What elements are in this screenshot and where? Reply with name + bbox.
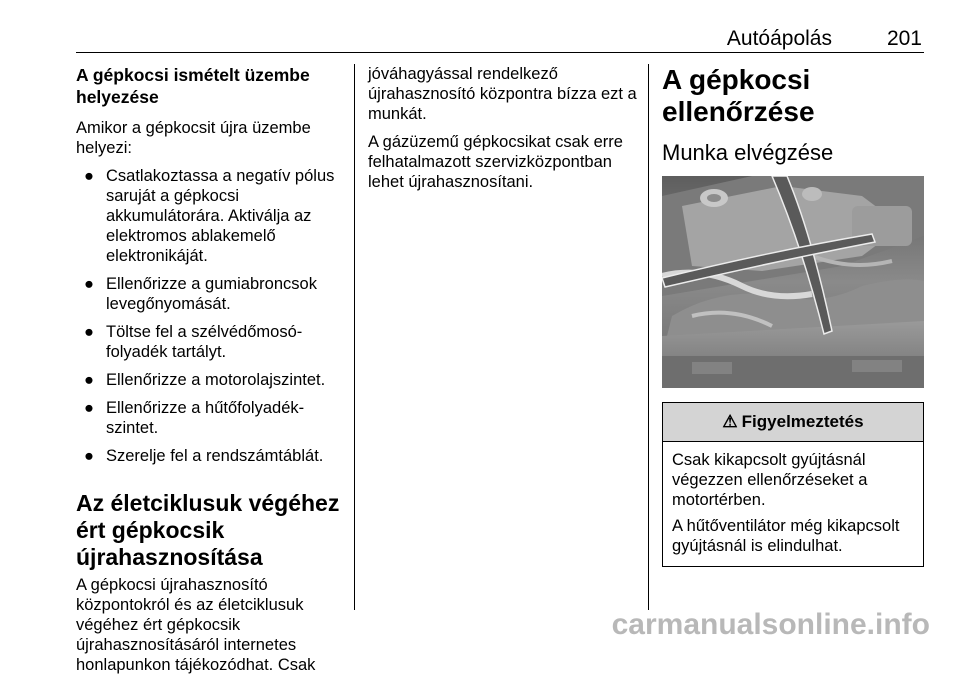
bullet-icon: ● [84, 399, 94, 417]
bullet-icon: ● [84, 275, 94, 293]
list-item-text: Ellenőrizze a gumiabroncsok levegőnyomását. [106, 275, 317, 313]
recycling-text: A gépkocsi újrahasznosító központokról és az életciklusuk végéhez ért gépkocsik újrahasznosításáról internetes honlapunkon tájékozódhat. Csak [76, 576, 316, 674]
list-item-text: Csatlakoztassa a negatív pólus saruját a gépkocsi akkumulátorára. Aktiválja az elektromos ablakemelő elektronikáját. [106, 167, 335, 265]
column-divider-1 [354, 64, 355, 610]
list-item [76, 370, 344, 390]
recycling-text-continued: jóváhagyással rendelkező újrahasznosító központra bízza ezt a munkát. [368, 65, 637, 123]
list-item-text: Töltse fel a szélvédőmosó-folyadék tartályt. [106, 323, 303, 361]
page-number: 201 [886, 27, 922, 50]
bullet-icon: ● [84, 447, 94, 465]
engine-bay-photo [662, 176, 924, 388]
warning-header [663, 403, 923, 442]
bullet-list [76, 166, 344, 466]
section-heading-recommission: A gépkocsi ismételt üzembe helyezése [76, 65, 310, 107]
section-title: Autóápolás [726, 27, 832, 50]
bullet-icon: ● [84, 323, 94, 341]
list-item [76, 322, 344, 362]
page-header [76, 26, 924, 53]
section-heading-recycling: Az életciklusuk végéhez ért gépkocsik újrahasznosítása [76, 490, 340, 570]
warning-triangle-icon: ⚠ [722, 412, 738, 431]
intro-text: Amikor a gépkocsit újra üzembe helyezi: [76, 119, 311, 157]
list-item [76, 274, 344, 314]
chapter-title: A gépkocsi ellenőrzése [662, 64, 815, 127]
engine-bay-illustration [662, 176, 924, 388]
column-3 [662, 64, 924, 567]
list-item [76, 166, 344, 266]
list-item-text: Ellenőrizze a motorolajszintet. [106, 371, 326, 389]
list-item [76, 398, 344, 438]
watermark: carmanualsonline.info [611, 608, 930, 641]
bullet-icon: ● [84, 167, 94, 185]
warning-box [662, 402, 924, 567]
warning-text: Csak kikapcsolt gyújtásnál végezzen ellenőrzéseket a motortérben. [672, 451, 868, 509]
list-item-text: Szerelje fel a rendszámtáblát. [106, 447, 324, 465]
warning-title: Figyelmeztetés [741, 412, 864, 431]
column-1 [76, 64, 344, 683]
subsection-title: Munka elvégzése [662, 140, 834, 165]
list-item [76, 446, 344, 466]
bullet-icon: ● [84, 371, 94, 389]
column-2 [368, 64, 638, 200]
list-item-text: Ellenőrizze a hűtőfolyadék-szintet. [106, 399, 305, 437]
warning-text: A hűtőventilátor még kikapcsolt gyújtásnál is elindulhat. [672, 517, 900, 555]
gas-vehicle-text: A gázüzemű gépkocsikat csak erre felhatalmazott szervizközpontban lehet újrahasznosítani. [368, 133, 623, 191]
column-divider-2 [648, 64, 649, 610]
warning-body [663, 442, 923, 566]
